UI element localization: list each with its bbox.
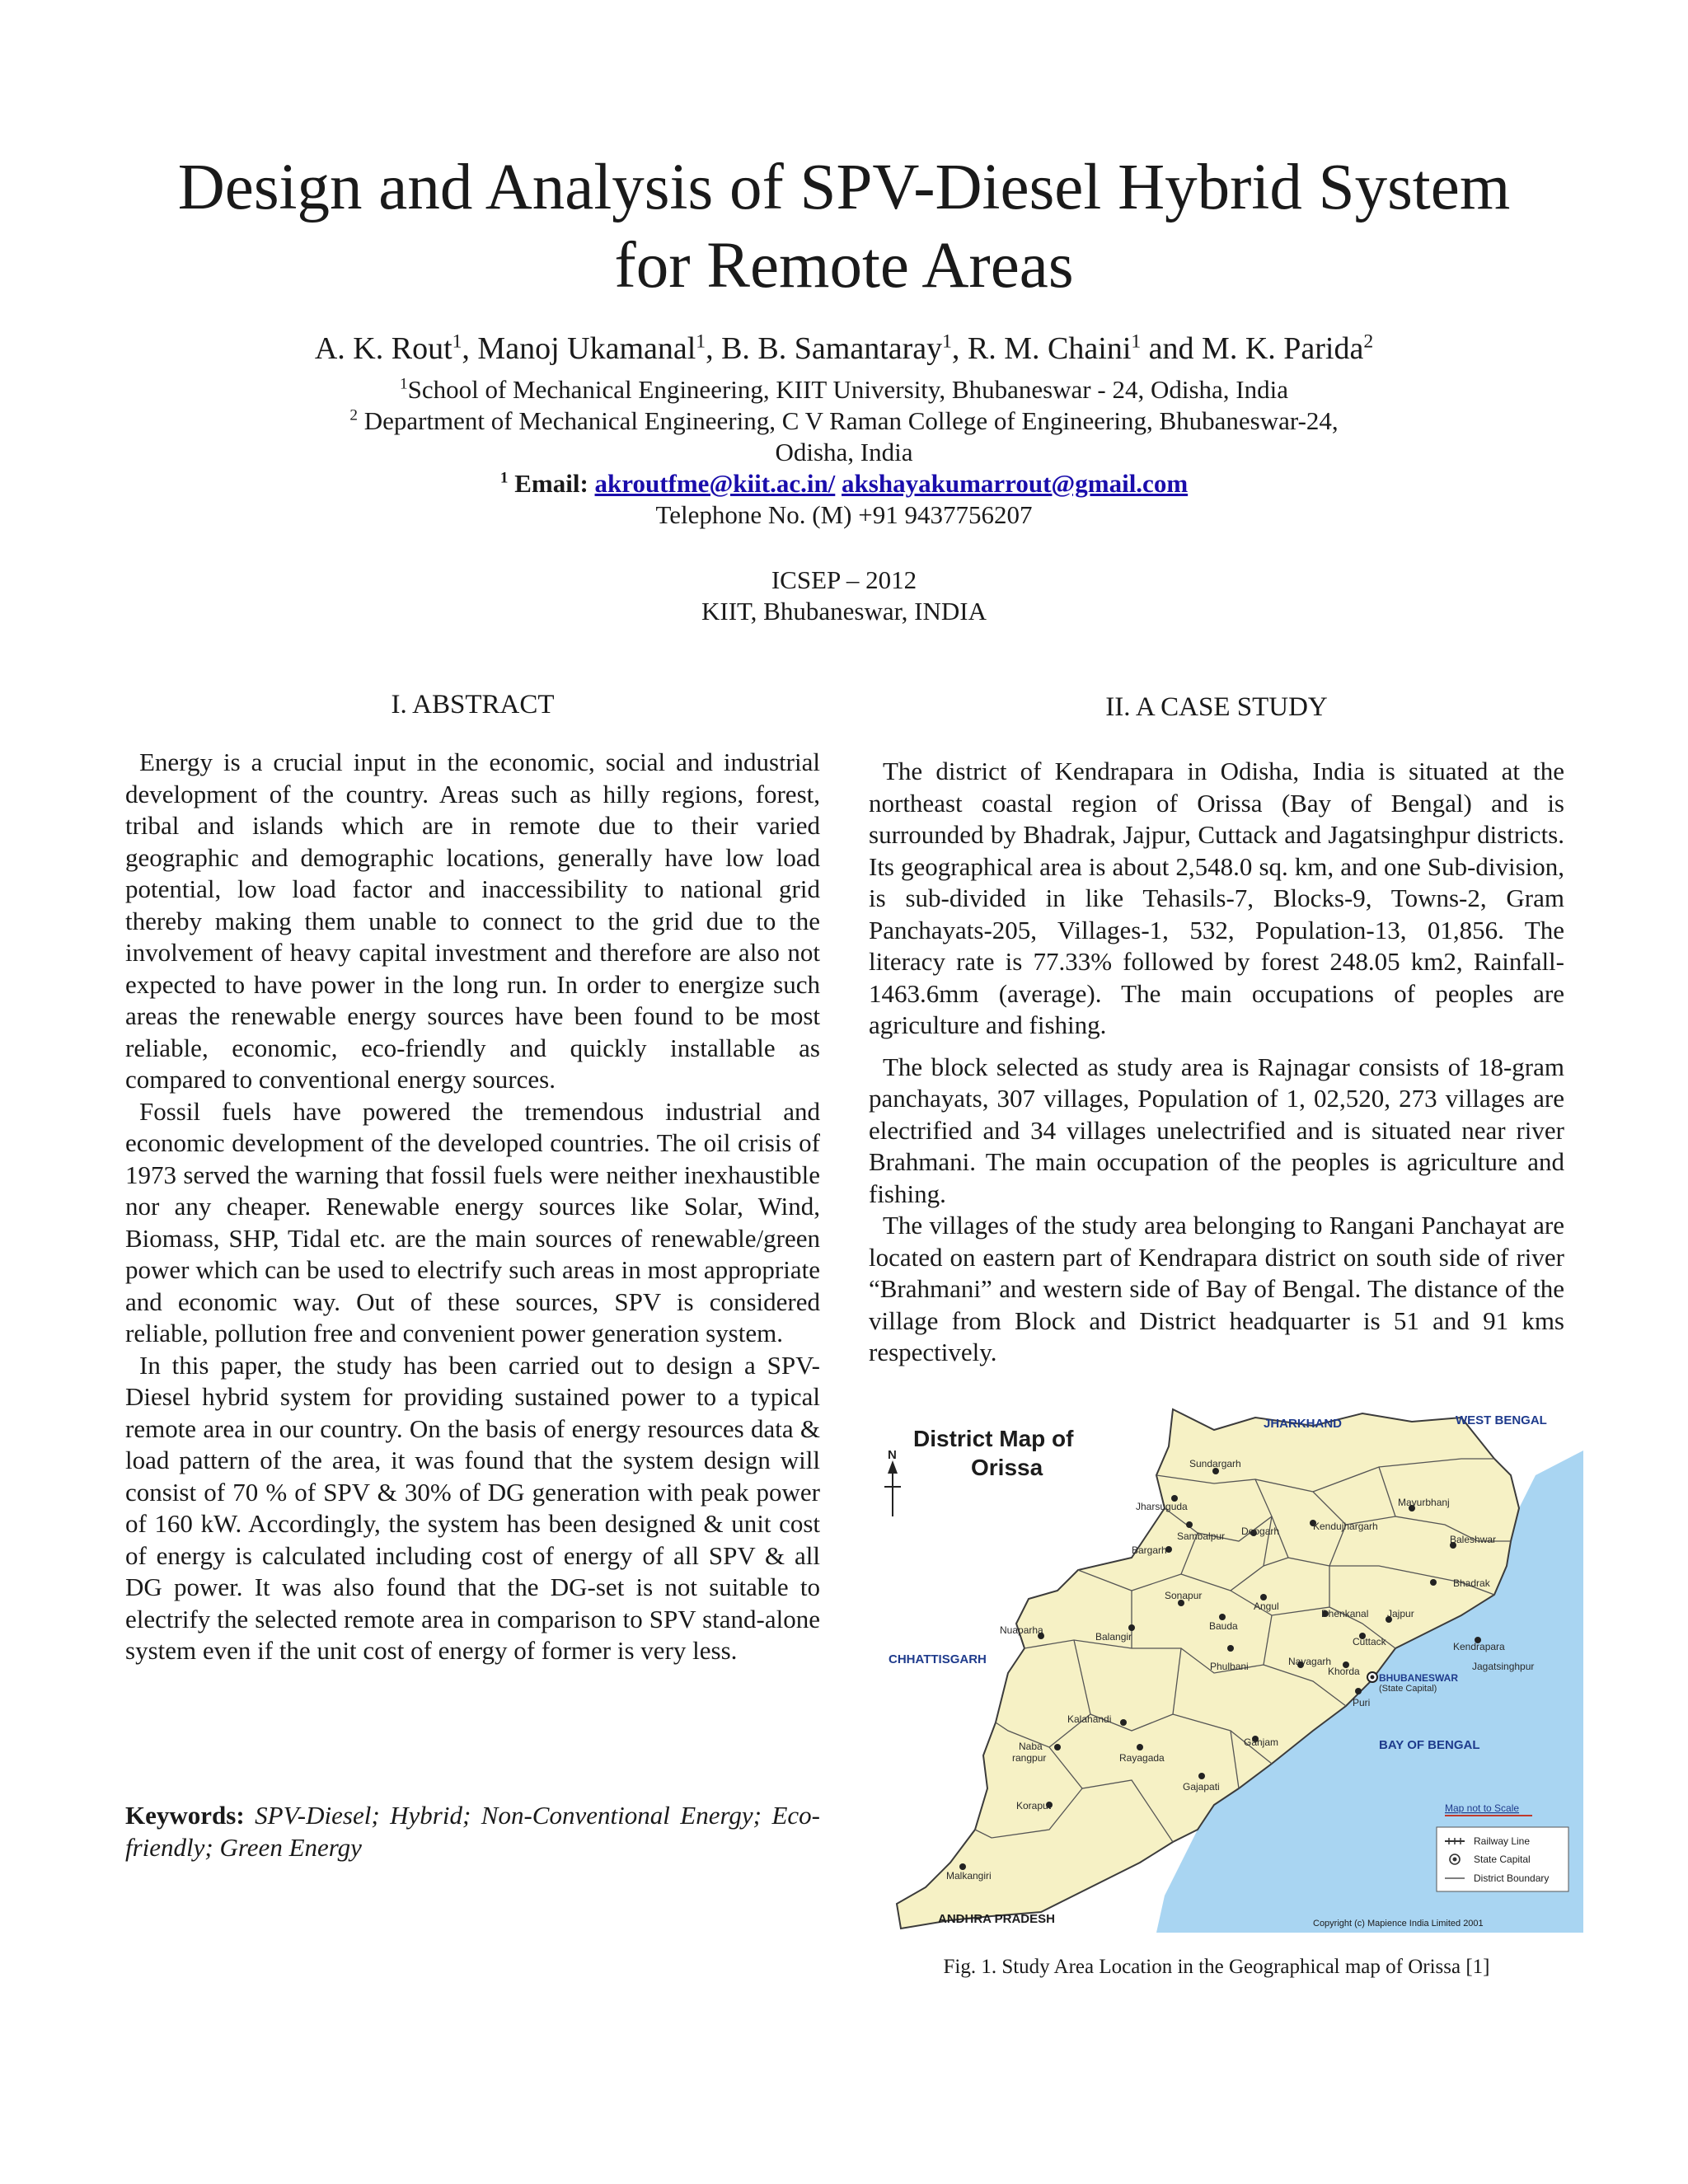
label-gajapati: Gajapati (1183, 1781, 1220, 1793)
case-study-body (869, 756, 1564, 1369)
figure-caption: Fig. 1. Study Area Location in the Geographical map of Orissa [1] (943, 1956, 1490, 1978)
email-line (0, 468, 1688, 499)
label-nayagarh: Nayagarh (1288, 1656, 1332, 1667)
label-cuttack: Cuttack (1353, 1636, 1386, 1647)
orissa-district-map (884, 1401, 1583, 1933)
abstract-paragraph-1: Energy is a crucial input in the economic, social and industrial development of the country. Areas such as hilly regions, forest, tribal and islands which are in remote due to their varied geographic and demographic locations, generally have low load potential, low load factor and inaccessibility to national grid thereby making them unable to connect to the grid due to the involvement of heavy capital investment and therefore are also not expected to have power in the long run. In order to energize such areas the renewable energy sources have been found to be most reliable, economic, eco-friendly and quickly installable as compared to conventional energy sources. (125, 748, 820, 1094)
affiliation-2 (0, 405, 1688, 437)
affiliation-marker: 1 (452, 330, 462, 353)
map-title-line2: Orissa (971, 1455, 1043, 1480)
label-ganjam: Ganjam (1244, 1736, 1279, 1748)
email-link-1[interactable]: akroutfme@kiit.ac.in/ (594, 469, 836, 498)
affiliation-marker: 1 (942, 330, 952, 353)
affiliation-marker: 1 (499, 469, 509, 487)
north-arrow-icon (884, 1448, 901, 1516)
author-name: , R. M. Chaini (951, 331, 1132, 366)
label-deogarh: Deogarh (1241, 1526, 1280, 1537)
case-study-paragraph-1: The district of Kendrapara in Odisha, India is situated at the northeast coastal region of Orissa (Bay of Bengal) and is surrounded by Bhadrak, Jajpur, Cuttack and Jagatsinghpur districts. Its geographical area is about 2,548.0 sq. km, and one Sub-division, is sub-divided in like Tehasils-7, Blocks-9, Towns-2, Gram Panchayats-205, Villages-1, 532, Population-13, 01,856. The literacy rate is 77.33% followed by forest 248.05 km2, Rainfall-1463.6mm (average). The main occupations of peoples are agriculture and fishing. (869, 757, 1564, 1039)
label-sambalpur: Sambalpur (1177, 1530, 1226, 1542)
abstract-paragraph-3: In this paper, the study has been carried out to design a SPV-Diesel hybrid system for providing sustained power to a typical remote area in our country. On the basis of energy resources data & load pattern of the area, it was found that the system design will consist of 70 % of SPV & 30% of DG generation with peak power of 160 kW. Accordingly, the system has been designed & unit cost of energy is calculated including cost of energy of all SPV & all DG power. It was also found that the DG-set is not suitable to electrify the selected remote area in comparison to SPV stand-alone system even if the unit cost of energy of former is very less. (125, 1350, 820, 1665)
label-nabarangpur-2: rangpur (1012, 1752, 1047, 1764)
label-sundargarh: Sundargarh (1189, 1458, 1241, 1469)
email-link-2[interactable]: akshayakumarrout@gmail.com (842, 469, 1189, 498)
legend-state-capital: State Capital (1474, 1854, 1531, 1865)
affiliation-marker: 1 (696, 330, 706, 353)
label-bauda: Bauda (1209, 1620, 1238, 1632)
label-puri: Puri (1353, 1697, 1371, 1708)
label-kendrapara: Kendrapara (1453, 1641, 1505, 1652)
case-study-paragraph-2: The block selected as study area is Rajnagar consists of 18-gram panchayats, 307 villages, Population of 1, 02,520, 273 villages are electrified and 34 villages unelectrified and is situated near river Brahmani. The main occupation of the peoples is agriculture and fishing. (869, 1052, 1564, 1208)
affiliation-2-cont: Odisha, India (775, 438, 913, 466)
affiliation-marker: 2 (349, 406, 358, 424)
label-kendujhargarh: Kendujhargarh (1313, 1521, 1378, 1532)
north-label: N (888, 1448, 897, 1462)
label-dhenkanal: Dhenkanal (1321, 1608, 1369, 1619)
affiliation-marker: 1 (1131, 330, 1142, 353)
case-study-paragraph-3: The villages of the study area belonging to Rangani Panchayat are located on eastern part of Kendrapara district on south side of river “Brahmani” and western side of Bay of Bengal. The distance of the village from Block and District headquarter is 51 and 91 kms respectively. (869, 1211, 1564, 1366)
label-bhadrak: Bhadrak (1453, 1577, 1490, 1589)
label-state-capital: (State Capital) (1379, 1684, 1437, 1694)
label-bay-of-bengal: BAY OF BENGAL (1379, 1738, 1480, 1752)
label-koraput: Koraput (1016, 1800, 1052, 1811)
label-nabarangpur-1: Naba (1019, 1741, 1043, 1752)
author-name: , Manoj Ukamanal (462, 331, 696, 366)
label-sonapur: Sonapur (1165, 1590, 1203, 1601)
label-west-bengal: WEST BENGAL (1456, 1413, 1547, 1427)
abstract-paragraph-2: Fossil fuels have powered the tremendous industrial and economic development of the developed countries. The oil crisis of 1973 served the warning that fossil fuels were neither inexhaustible nor any cheaper. Renewable energy sources like Solar, Wind, Biomass, SHP, Tidal etc. are the main sources of renewable/green power which can be used to electrify such areas in most appropriate and economic way. Out of these sources, SPV is considered reliable, pollution free and convenient power generation system. (125, 1096, 820, 1347)
map-copyright: Copyright (c) Mapience India Limited 2001 (1313, 1919, 1484, 1929)
case-study-heading: II. A CASE STUDY (1105, 692, 1328, 722)
map-legend (1437, 1827, 1568, 1891)
keywords (125, 1799, 820, 1863)
label-mayurbhanj: Mayurbhanj (1398, 1497, 1450, 1508)
keywords-text: SPV-Diesel; Hybrid; Non-Conventional Energy; Eco-friendly; Green Energy (125, 1801, 820, 1862)
author-name: A. K. Rout (314, 331, 452, 366)
label-chhattisgarh: CHHATTISGARH (889, 1652, 987, 1666)
paper-title-line1: Design and Analysis of SPV-Diesel Hybrid System (177, 152, 1511, 223)
label-bargarh: Bargarh (1132, 1544, 1167, 1556)
legend-district-boundary: District Boundary (1474, 1872, 1550, 1884)
label-jajpur: Jajpur (1387, 1608, 1414, 1619)
label-jharsuguda: Jharsuguda (1136, 1501, 1188, 1512)
keywords-label: Keywords: (125, 1801, 245, 1830)
abstract-heading: I. ABSTRACT (391, 690, 555, 719)
label-jharkhand: JHARKHAND (1264, 1417, 1343, 1431)
conference-name: ICSEP – 2012 (771, 565, 917, 594)
label-phulbani: Phulbani (1210, 1661, 1249, 1672)
affiliation-text: Department of Mechanical Engineering, C V Raman College of Engineering, Bhubaneswar-24, (357, 406, 1339, 435)
label-baleshwar: Baleshwar (1450, 1534, 1497, 1545)
label-angul: Angul (1254, 1601, 1279, 1612)
label-andhra-pradesh: ANDHRA PRADESH (938, 1912, 1055, 1926)
author-name: and M. K. Parida (1141, 331, 1364, 366)
affiliation-1 (0, 374, 1688, 405)
map-title-line1: District Map of (913, 1426, 1074, 1451)
email-label: Email: (508, 469, 595, 498)
label-bhubaneswar: BHUBANESWAR (1379, 1672, 1458, 1684)
author-list (0, 330, 1688, 368)
label-khorda: Khorda (1328, 1666, 1360, 1677)
affiliation-marker: 1 (400, 375, 408, 393)
label-kalahandi: Kalahandi (1067, 1713, 1112, 1725)
legend-railway-line: Railway Line (1474, 1835, 1531, 1847)
label-rayagada: Rayagada (1119, 1752, 1165, 1764)
abstract-body (125, 747, 820, 1667)
affiliation-text: School of Mechanical Engineering, KIIT University, Bhubaneswar - 24, Odisha, India (407, 375, 1288, 404)
label-jagatsinghpur: Jagatsinghpur (1472, 1661, 1535, 1672)
telephone: Telephone No. (M) +91 9437756207 (655, 500, 1033, 529)
paper-title (0, 148, 1688, 305)
label-malkangiri: Malkangiri (946, 1870, 992, 1882)
author-name: , B. B. Samantaray (706, 331, 943, 366)
paper-title-line2: for Remote Areas (614, 230, 1074, 302)
conference-venue: KIIT, Bhubaneswar, INDIA (701, 597, 987, 626)
label-balangir: Balangir (1095, 1631, 1132, 1643)
affiliation-marker: 2 (1363, 330, 1374, 353)
label-nuaparha: Nuaparha (1000, 1624, 1043, 1636)
scale-note: Map not to Scale (1445, 1802, 1520, 1814)
